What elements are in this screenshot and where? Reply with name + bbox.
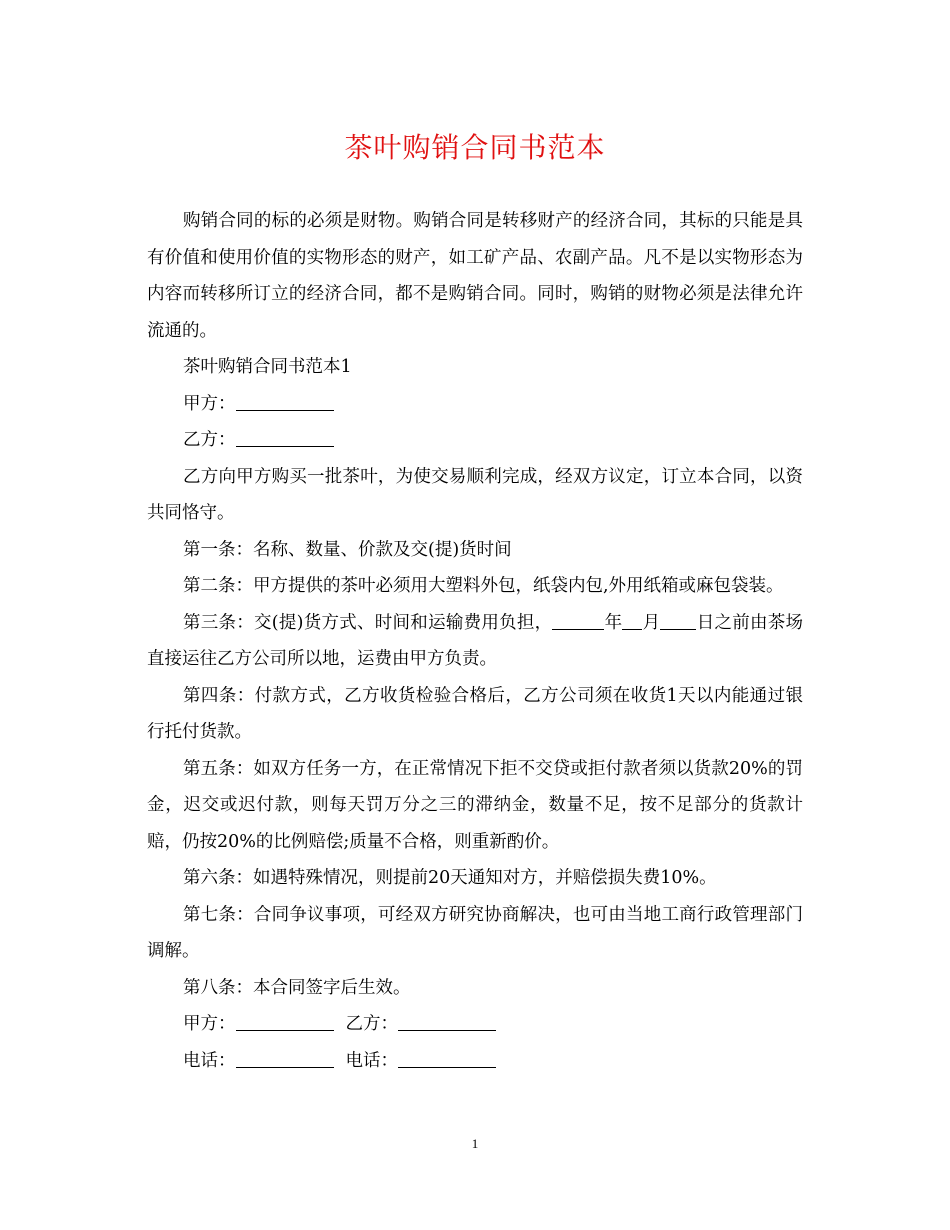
article-4: 第四条：付款方式，乙方收货检验合格后，乙方公司须在收货1天以内能通过银行托付货款。 xyxy=(147,685,803,742)
article-7: 第七条：合同争议事项，可经双方研究协商解决，也可由当地工商行政管理部门调解。 xyxy=(147,904,803,961)
signature-line xyxy=(147,1006,803,1043)
party-a-line xyxy=(147,386,803,423)
article-6: 第六条：如遇特殊情况，则提前20天通知对方，并赔偿损失费10%。 xyxy=(183,868,717,888)
day-blank xyxy=(660,611,696,630)
sign-a-blank xyxy=(236,1012,334,1031)
phone-b-label: 电话： xyxy=(345,1050,398,1071)
phone-a-label: 电话： xyxy=(183,1050,236,1071)
article-8: 第八条：本合同签字后生效。 xyxy=(183,977,411,998)
phone-a-blank xyxy=(236,1049,334,1068)
page-number: 1 xyxy=(471,1136,479,1151)
month-blank xyxy=(622,611,642,630)
party-b-label: 乙方： xyxy=(183,430,236,450)
phone-b-blank xyxy=(398,1049,496,1068)
year-label: 年 xyxy=(604,612,623,633)
preamble-paragraph: 乙方向甲方购买一批茶叶，为使交易顺利完成，经双方议定，订立本合同，以资共同恪守。 xyxy=(147,466,803,523)
article-3-suffix: 日之前由茶场直接运往乙方公司所以地，运费由甲方负责。 xyxy=(147,612,804,669)
sign-b-blank xyxy=(398,1012,496,1031)
intro-paragraph: 购销合同的标的必须是财物。购销合同是转移财产的经济合同，其标的只能是具有价值和使用价值的实物形态的财产，如工矿产品、农副产品。凡不是以实物形态为内容而转移所订立的经济合同，都不是购销合同。同时，购销的财物必须是法律允许流通的。 xyxy=(147,211,803,341)
party-b-blank xyxy=(236,428,334,447)
article-3 xyxy=(147,605,803,678)
party-b-line xyxy=(147,422,803,459)
contract-subtitle: 茶叶购销合同书范本1 xyxy=(183,357,352,377)
article-2: 第二条：甲方提供的茶叶必须用大塑料外包，纸袋内包,外用纸箱或麻包袋装。 xyxy=(183,576,784,596)
party-a-label: 甲方： xyxy=(183,393,236,414)
document-body xyxy=(147,203,803,1079)
sign-b-label: 乙方： xyxy=(345,1014,398,1034)
article-5: 第五条：如双方任务一方，在正常情况下拒不交贷或拒付款者须以货款20%的罚金，迟交或迟付款，则每天罚万分之三的滞纳金，数量不足，按不足部分的货款计赔，仍按20%的比例赔偿;质量不合格，则重新酌价。 xyxy=(147,758,803,852)
sign-a-label: 甲方： xyxy=(183,1014,236,1034)
article-3-prefix: 第三条：交(提)货方式、时间和运输费用负担， xyxy=(183,612,553,633)
phone-line xyxy=(147,1043,803,1080)
document-title: 茶叶购销合同书范本 xyxy=(344,131,606,164)
year-blank xyxy=(552,611,604,630)
party-a-blank xyxy=(236,392,334,411)
article-1: 第一条：名称、数量、价款及交(提)货时间 xyxy=(183,539,512,560)
month-label: 月 xyxy=(642,612,661,633)
